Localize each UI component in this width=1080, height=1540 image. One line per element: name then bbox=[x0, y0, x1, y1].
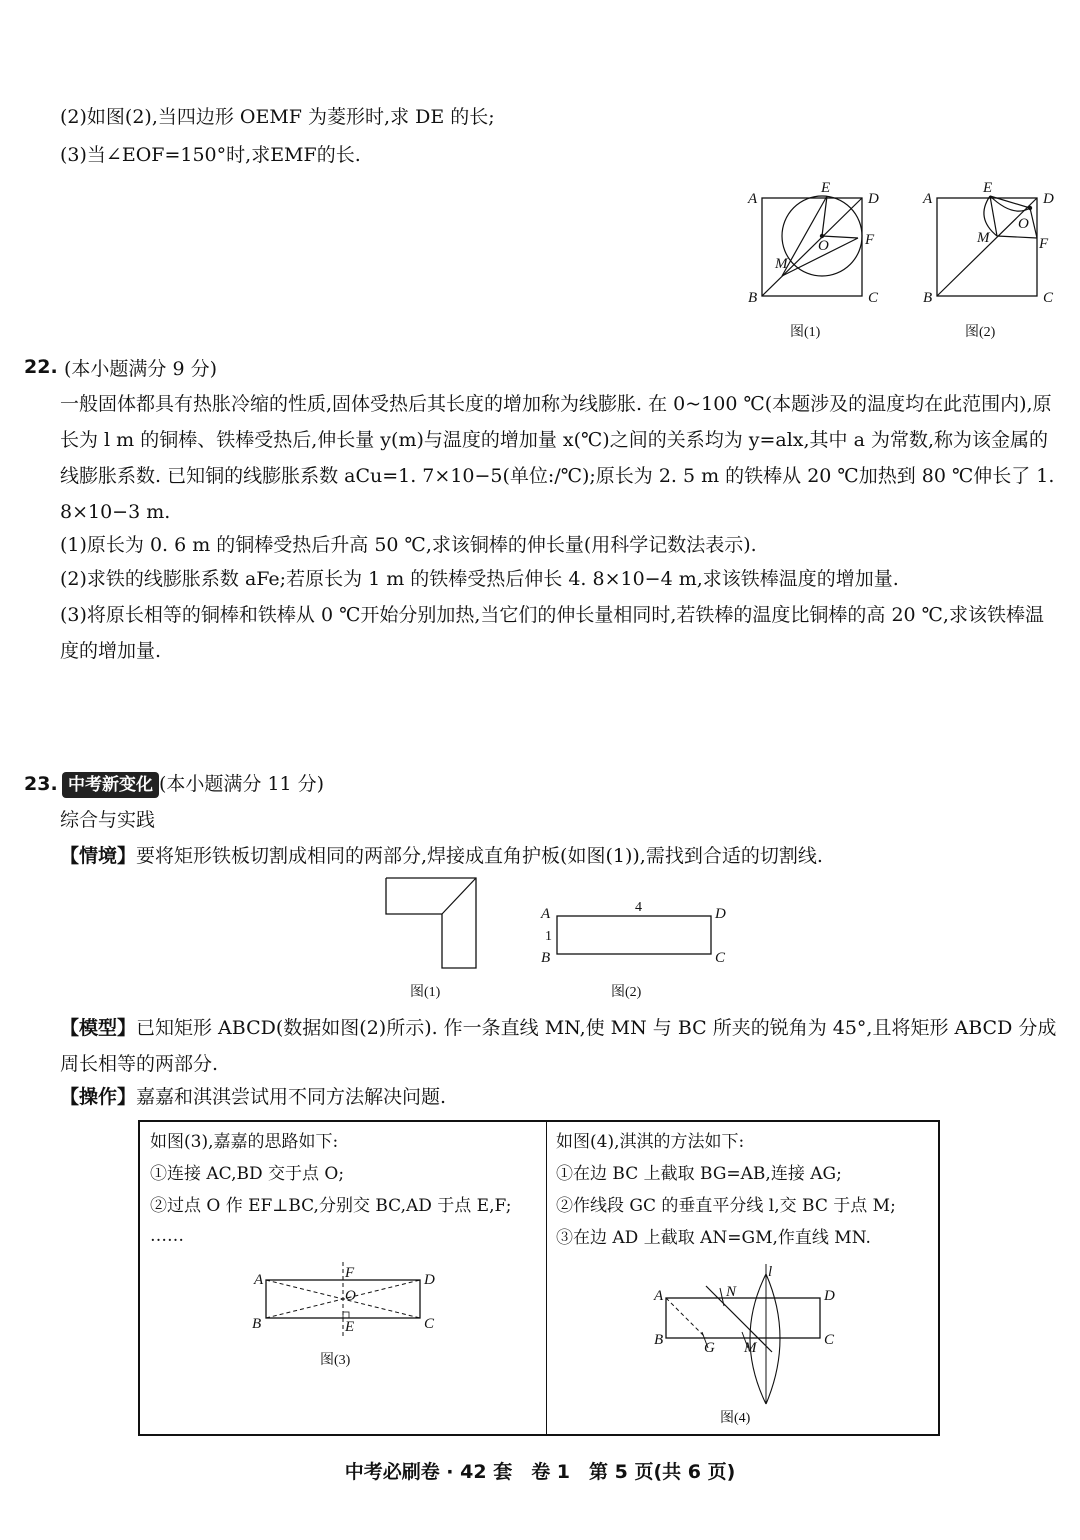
svg-text:O: O bbox=[818, 238, 829, 254]
box-divider bbox=[546, 1122, 547, 1434]
svg-text:F: F bbox=[865, 232, 875, 248]
svg-text:F: F bbox=[345, 1265, 355, 1281]
svg-text:M: M bbox=[744, 1340, 757, 1356]
left-line-4: …… bbox=[150, 1226, 184, 1246]
svg-text:F: F bbox=[1039, 236, 1049, 252]
svg-text:图(2): 图(2) bbox=[965, 325, 996, 340]
svg-text:D: D bbox=[424, 1272, 435, 1288]
page-footer: 中考必刷卷 · 42 套 卷 1 第 5 页(共 6 页) bbox=[344, 1461, 736, 1483]
svg-text:图(4): 图(4) bbox=[720, 1411, 751, 1426]
right-line-4: ③在边 AD 上截取 AN=GM,作直线 MN. bbox=[556, 1228, 871, 1248]
situation-text: 要将矩形铁板切割成相同的两部分,焊接成直角护板(如图(1)),需找到合适的切割线. bbox=[136, 845, 823, 867]
svg-text:G: G bbox=[704, 1340, 715, 1356]
left-line-1: 如图(3),嘉嘉的思路如下: bbox=[150, 1132, 339, 1152]
svg-text:A: A bbox=[254, 1272, 264, 1288]
svg-text:N: N bbox=[726, 1284, 737, 1300]
left-line-3: ②过点 O 作 EF⊥BC,分别交 BC,AD 于点 E,F; bbox=[150, 1196, 512, 1216]
svg-text:O: O bbox=[1018, 216, 1029, 232]
svg-text:B: B bbox=[748, 290, 758, 306]
q21-figure-1 bbox=[740, 178, 890, 348]
q22-part3: (3)将原长相等的铜棒和铁棒从 0 ℃开始分别加热,当它们的伸长量相同时,若铁棒的温度比铜棒的高 20 ℃,求该铁棒温度的增加量. bbox=[60, 604, 1044, 662]
svg-text:图(3): 图(3) bbox=[320, 1353, 351, 1368]
q23-situation bbox=[60, 842, 823, 870]
svg-text:E: E bbox=[821, 180, 831, 196]
svg-text:C: C bbox=[715, 950, 726, 966]
q23-badge: 中考新变化 bbox=[62, 772, 159, 798]
svg-text:E: E bbox=[983, 180, 993, 196]
svg-text:1: 1 bbox=[545, 929, 552, 944]
svg-text:M: M bbox=[775, 256, 788, 272]
q21-part3: (3)当∠EOF=150°时,求EMF的长. bbox=[60, 144, 361, 166]
svg-text:A: A bbox=[654, 1288, 664, 1304]
q23-figure-2 bbox=[535, 896, 735, 1002]
svg-text:C: C bbox=[1043, 290, 1054, 306]
q23-operation bbox=[60, 1083, 446, 1111]
operation-tag: 【操作】 bbox=[60, 1086, 137, 1108]
q22-number: 22. bbox=[24, 356, 58, 378]
right-line-3: ②作线段 GC 的垂直平分线 l,交 BC 于点 M; bbox=[556, 1196, 896, 1216]
svg-text:B: B bbox=[252, 1316, 262, 1332]
svg-text:D: D bbox=[868, 191, 879, 207]
operation-text: 嘉嘉和淇淇尝试用不同方法解决问题. bbox=[136, 1086, 447, 1108]
q21-figure-2 bbox=[915, 178, 1065, 348]
q23-subtitle: 综合与实践 bbox=[60, 809, 156, 831]
q21-part2: (2)如图(2),当四边形 OEMF 为菱形时,求 DE 的长; bbox=[60, 106, 495, 128]
svg-text:图(1): 图(1) bbox=[410, 985, 441, 1000]
svg-text:图(2): 图(2) bbox=[611, 985, 642, 1000]
svg-text:A: A bbox=[923, 191, 933, 207]
model-text: 已知矩形 ABCD(数据如图(2)所示). 作一条直线 MN,使 MN 与 BC 所夹的锐角为 45°,且将矩形 ABCD 分成周长相等的两部分. bbox=[60, 1017, 1057, 1075]
q22-part1: (1)原长为 0. 6 m 的铜棒受热后升高 50 ℃,求该铜棒的伸长量(用科学记数法表示). bbox=[60, 534, 757, 556]
q22-score: (本小题满分 9 分) bbox=[64, 358, 217, 380]
svg-text:B: B bbox=[541, 950, 551, 966]
q23-figure-4 bbox=[644, 1258, 864, 1428]
svg-text:E: E bbox=[345, 1319, 355, 1335]
svg-text:4: 4 bbox=[635, 900, 642, 915]
model-tag: 【模型】 bbox=[60, 1017, 137, 1039]
svg-text:A: A bbox=[541, 906, 551, 922]
right-line-2: ①在边 BC 上截取 BG=AB,连接 AG; bbox=[556, 1164, 842, 1184]
svg-text:D: D bbox=[715, 906, 726, 922]
q22-part2: (2)求铁的线膨胀系数 aFe;若原长为 1 m 的铁棒受热后伸长 4. 8×10−4 m,求该铁棒温度的增加量. bbox=[60, 568, 899, 590]
q23-model bbox=[60, 1010, 1060, 1082]
svg-text:C: C bbox=[424, 1316, 435, 1332]
left-line-2: ①连接 AC,BD 交于点 O; bbox=[150, 1164, 345, 1184]
svg-text:C: C bbox=[868, 290, 879, 306]
svg-text:图(1): 图(1) bbox=[790, 325, 821, 340]
q23-figure-3 bbox=[244, 1258, 444, 1368]
q23-score: (本小题满分 11 分) bbox=[159, 773, 325, 795]
svg-text:B: B bbox=[923, 290, 933, 306]
q22-text: 一般固体都具有热胀冷缩的性质,固体受热后其长度的增加称为线膨胀. 在 0~100 ℃(本题涉及的温度均在此范围内),原长为 l m 的铜棒、铁棒受热后,伸长量 y(m)与温度的增加量 x(℃)之间的关系均为 y=alx,其中 a 为常数,称为该金属的线膨胀系数. 已知铜的线膨胀系数 aCu=1. 7×10−5(单位:/℃);原长为 2. 5 m 的铁棒从 20 ℃加热到 80 ℃伸长了 1. 8×10−3 m. bbox=[60, 393, 1055, 523]
situation-tag: 【情境】 bbox=[60, 845, 137, 867]
svg-text:M: M bbox=[977, 230, 990, 246]
svg-text:C: C bbox=[824, 1332, 835, 1348]
svg-text:A: A bbox=[748, 191, 758, 207]
svg-text:D: D bbox=[824, 1288, 835, 1304]
right-line-1: 如图(4),淇淇的方法如下: bbox=[556, 1132, 745, 1152]
svg-text:B: B bbox=[654, 1332, 664, 1348]
svg-text:D: D bbox=[1043, 191, 1054, 207]
q23-number: 23. bbox=[24, 773, 58, 795]
q23-figure-1 bbox=[380, 872, 490, 1002]
solution-box bbox=[138, 1120, 940, 1436]
q23-header bbox=[62, 770, 324, 798]
svg-text:O: O bbox=[345, 1288, 356, 1304]
svg-text:l: l bbox=[768, 1264, 773, 1280]
